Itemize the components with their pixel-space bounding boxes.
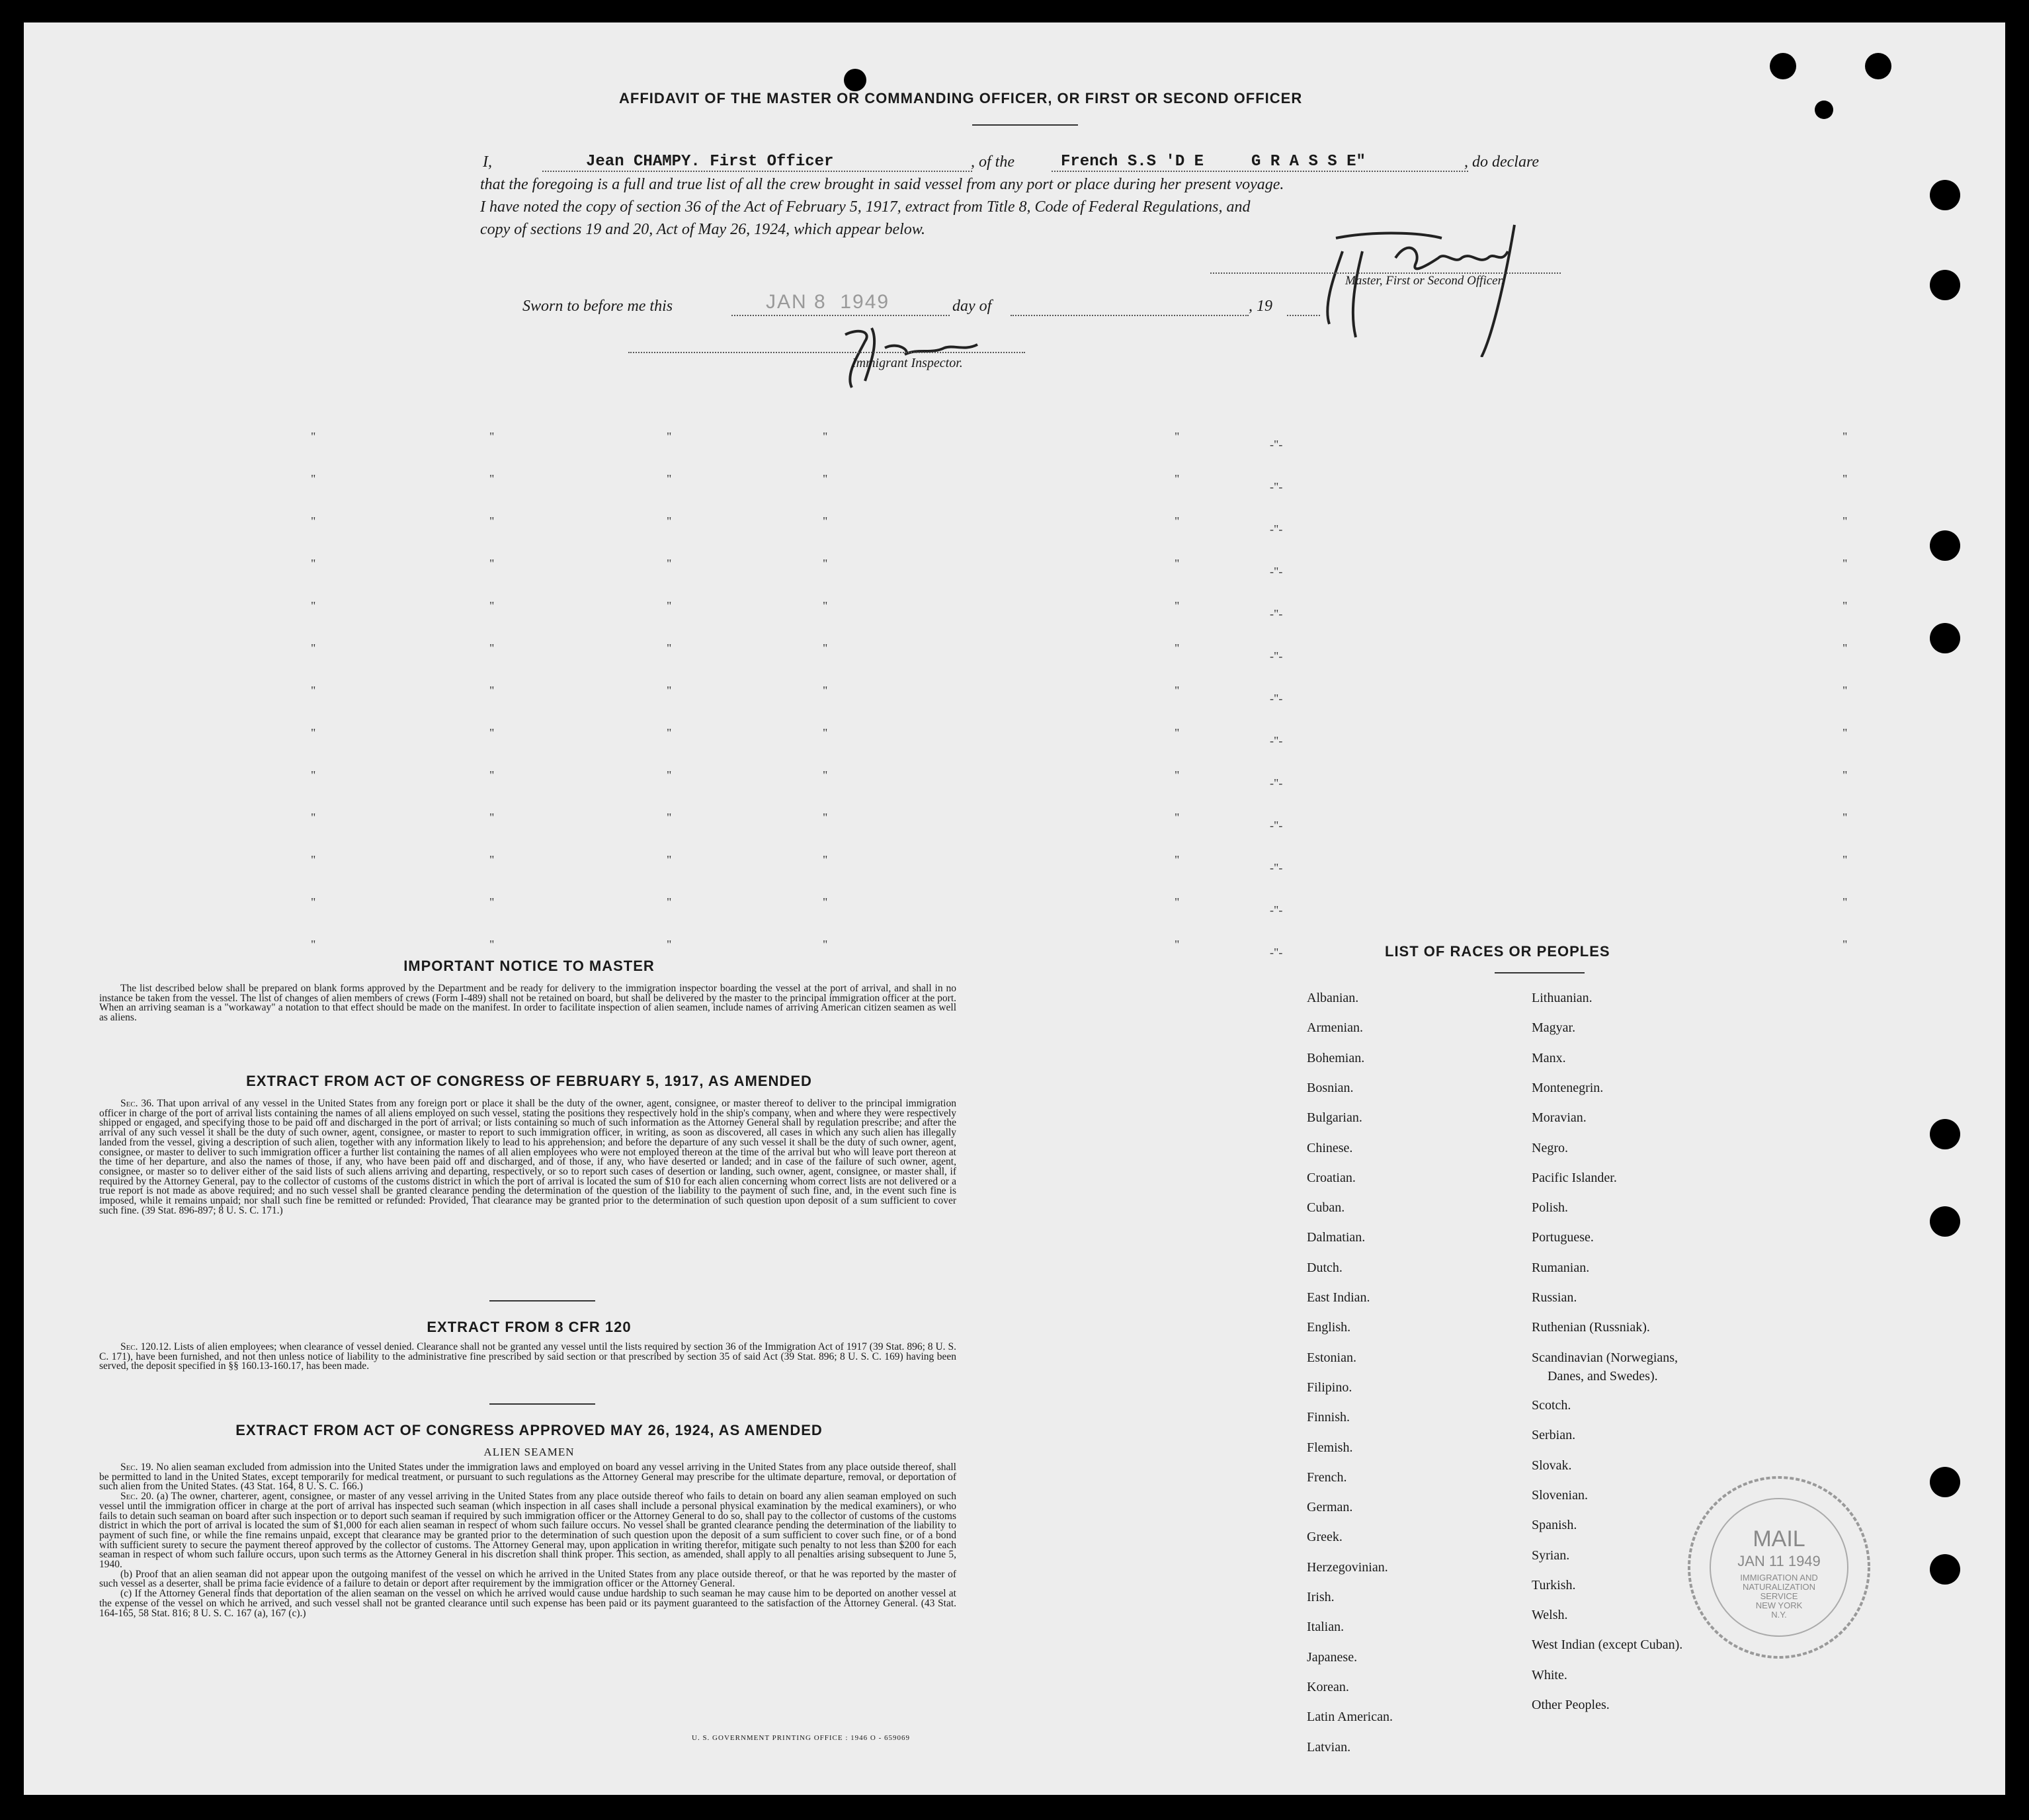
ditto-mark: " bbox=[311, 811, 316, 824]
race-item: Herzegovinian. bbox=[1307, 1559, 1388, 1575]
ditto-mark: " bbox=[311, 768, 316, 782]
ditto-mark: " bbox=[823, 599, 828, 612]
mail-received-stamp bbox=[1680, 1468, 1878, 1667]
ditto-mark: " bbox=[489, 895, 495, 909]
ditto-mark: " bbox=[1175, 557, 1180, 570]
ditto-dash-mark: -"- bbox=[1270, 692, 1283, 705]
race-item: Portuguese. bbox=[1532, 1230, 1594, 1245]
ditto-mark: " bbox=[1175, 684, 1180, 697]
ditto-mark: " bbox=[311, 938, 316, 951]
race-item: Scotch. bbox=[1532, 1398, 1571, 1413]
race-item: East Indian. bbox=[1307, 1290, 1370, 1305]
ditto-mark: " bbox=[1843, 895, 1848, 909]
punch-hole bbox=[1930, 270, 1960, 300]
extract-divider bbox=[489, 1403, 595, 1405]
ditto-mark: " bbox=[823, 895, 828, 909]
extract-1924-title: EXTRACT FROM ACT OF CONGRESS APPROVED MAY 26, 1924, AS AMENDED bbox=[235, 1422, 823, 1438]
ditto-mark: " bbox=[311, 557, 316, 570]
race-item: Bosnian. bbox=[1307, 1080, 1354, 1095]
ditto-mark: " bbox=[1843, 472, 1848, 485]
races-title: LIST OF RACES OR PEOPLES bbox=[1385, 943, 1610, 960]
ditto-dash-mark: -"- bbox=[1270, 819, 1283, 832]
punch-hole bbox=[1930, 1206, 1960, 1237]
of-the-label: , of the bbox=[971, 153, 1014, 171]
ditto-mark: " bbox=[823, 430, 828, 443]
declaration-line-4: copy of sections 19 and 20, Act of May 26, 1924, which appear below. bbox=[480, 221, 926, 238]
punch-hole bbox=[1930, 530, 1960, 561]
race-item: English. bbox=[1307, 1320, 1351, 1335]
race-item: Slovak. bbox=[1532, 1458, 1572, 1473]
ditto-mark: " bbox=[1843, 684, 1848, 697]
punch-hole bbox=[1930, 1554, 1960, 1585]
stamp-line-5: SERVICE bbox=[1760, 1591, 1798, 1601]
ditto-mark: " bbox=[489, 472, 495, 485]
race-item: Turkish. bbox=[1532, 1577, 1576, 1592]
ditto-dash-mark: -"- bbox=[1270, 480, 1283, 493]
race-item: Magyar. bbox=[1532, 1020, 1576, 1036]
extract-divider bbox=[489, 1300, 595, 1302]
vessel-line bbox=[1052, 171, 1468, 172]
ditto-mark: " bbox=[311, 895, 316, 909]
inspector-signature bbox=[832, 315, 991, 394]
ditto-mark: " bbox=[489, 515, 495, 528]
title-divider bbox=[972, 124, 1078, 126]
race-item: Flemish. bbox=[1307, 1440, 1353, 1455]
ditto-mark: " bbox=[1843, 938, 1848, 951]
ditto-mark: " bbox=[1175, 768, 1180, 782]
ditto-mark: " bbox=[1175, 641, 1180, 655]
ditto-mark: " bbox=[1843, 641, 1848, 655]
ditto-mark: " bbox=[1843, 515, 1848, 528]
extract-cfr-title: EXTRACT FROM 8 CFR 120 bbox=[427, 1319, 632, 1335]
race-item: Irish. bbox=[1307, 1590, 1335, 1604]
ditto-mark: " bbox=[1175, 599, 1180, 612]
ditto-dash-mark: -"- bbox=[1270, 438, 1283, 451]
alien-seamen-subtitle: ALIEN SEAMEN bbox=[483, 1446, 575, 1458]
sec20b-text: (b) Proof that an alien seaman did not appear upon the outgoing manifest of the vessel on which he arrived in the United States from any place outside thereof, or that he was reported by the master of such vessel as a deserter, shall be prima facie evidence of a failure to detain or deport after requirement by the immigration officer or the Attorney General. bbox=[99, 1568, 956, 1590]
ditto-mark: " bbox=[823, 726, 828, 739]
ditto-mark: " bbox=[667, 430, 672, 443]
punch-hole bbox=[1930, 1467, 1960, 1497]
sec19-label: Sec. 19. bbox=[120, 1462, 154, 1473]
ditto-dash-mark: -"- bbox=[1270, 565, 1283, 578]
do-declare-label: , do declare bbox=[1464, 153, 1540, 171]
punch-hole bbox=[1930, 1119, 1960, 1149]
race-item: Manx. bbox=[1532, 1050, 1566, 1065]
ditto-mark: " bbox=[311, 515, 316, 528]
ditto-mark: " bbox=[667, 895, 672, 909]
ditto-dash-mark: -"- bbox=[1270, 522, 1283, 536]
punch-hole bbox=[1815, 101, 1833, 119]
ditto-mark: " bbox=[823, 938, 828, 951]
race-item: German. bbox=[1307, 1500, 1353, 1515]
ditto-mark: " bbox=[667, 515, 672, 528]
race-item: Bulgarian. bbox=[1307, 1110, 1362, 1126]
sec120-label: Sec. 120.12. bbox=[120, 1341, 171, 1352]
ditto-mark: " bbox=[667, 726, 672, 739]
race-item: Croatian. bbox=[1307, 1170, 1356, 1185]
race-item: Latin American. bbox=[1307, 1710, 1393, 1725]
ditto-mark: " bbox=[667, 684, 672, 697]
ditto-dash-mark: -"- bbox=[1270, 734, 1283, 747]
stamp-line-1: MAIL bbox=[1753, 1526, 1805, 1551]
sec20-label: Sec. 20. bbox=[120, 1491, 154, 1503]
extract-1917-body bbox=[99, 1099, 956, 1216]
ditto-dash-mark: -"- bbox=[1270, 607, 1283, 620]
race-item: Dutch. bbox=[1307, 1260, 1343, 1275]
ditto-mark: " bbox=[1175, 811, 1180, 824]
race-item: Spanish. bbox=[1532, 1518, 1577, 1533]
sec36-label: Sec. 36. bbox=[120, 1098, 154, 1109]
ditto-mark: " bbox=[489, 811, 495, 824]
sworn-date-stamp: JAN 8 1949 bbox=[766, 291, 890, 313]
race-item: Japanese. bbox=[1307, 1649, 1358, 1665]
vessel-name: French S.S 'D E G R A S S E" bbox=[1061, 153, 1366, 171]
race-item: Montenegrin. bbox=[1532, 1080, 1604, 1095]
punch-hole bbox=[1930, 623, 1960, 653]
ditto-mark: " bbox=[489, 599, 495, 612]
race-item: Slovenian. bbox=[1532, 1487, 1588, 1503]
extract-1924-body bbox=[99, 1463, 956, 1618]
ditto-mark: " bbox=[823, 515, 828, 528]
ditto-dash-mark: -"- bbox=[1270, 903, 1283, 917]
ditto-mark: " bbox=[1175, 938, 1180, 951]
ditto-dash-mark: -"- bbox=[1270, 776, 1283, 790]
ditto-mark: " bbox=[311, 430, 316, 443]
ditto-mark: " bbox=[667, 938, 672, 951]
month-line bbox=[1011, 315, 1249, 316]
ditto-mark: " bbox=[1843, 811, 1848, 824]
race-item: Cuban. bbox=[1307, 1200, 1345, 1216]
gpo-imprint: U. S. GOVERNMENT PRINTING OFFICE : 1946 O - 659069 bbox=[692, 1734, 911, 1742]
sworn-label: Sworn to before me this bbox=[522, 298, 673, 315]
ditto-mark: " bbox=[823, 641, 828, 655]
punch-hole bbox=[1930, 180, 1960, 210]
stamp-line-2: JAN 11 1949 bbox=[1737, 1553, 1821, 1569]
punch-hole bbox=[1770, 53, 1796, 79]
i-label: I, bbox=[483, 153, 492, 171]
ditto-mark: " bbox=[1843, 768, 1848, 782]
extract-cfr-body bbox=[99, 1343, 956, 1372]
notice-paragraph: The list described below shall be prepared on blank forms approved by the Department and be ready for delivery to the immigration inspector boarding the vessel at the port of arrival, and shall in no instance be taken from the vessel. The list of changes of alien members of crews (Form I-489) shall not be retained on board, but shall be delivered by the master to the principal immigration officer at the port. When an arriving seaman is a "workaway" a notation to that effect should be made on the manifest. In order to facilitate inspection of alien seamen, include names of arriving American citizen seamen as well as aliens. bbox=[99, 983, 956, 1024]
race-item: Russian. bbox=[1532, 1290, 1577, 1305]
ditto-mark: " bbox=[1175, 472, 1180, 485]
races-divider bbox=[1495, 972, 1585, 973]
ditto-mark: " bbox=[1843, 726, 1848, 739]
ditto-mark: " bbox=[311, 853, 316, 866]
race-item: Dalmatian. bbox=[1307, 1230, 1366, 1245]
affidavit-title: AFFIDAVIT OF THE MASTER OR COMMANDING OFFICER, OR FIRST OR SECOND OFFICER bbox=[619, 90, 1303, 106]
race-item: Negro. bbox=[1532, 1140, 1568, 1155]
race-item: Greek. bbox=[1307, 1530, 1343, 1545]
sec36-text: That upon arrival of any vessel in the United States from any foreign port or place it shall be the duty of the owner, agent, consignee, or master thereof to deliver to the principal immigration officer in charge of the port of arrival lists containing the names of all aliens employed on such vessel, stating the positions they respectively hold in the ship's company, when and where they were respectively shipped or engaged, and specifying those to be paid off and discharged in the port of arrival; or lists containing so much of such information as the Attorney General shall by regulation prescribe; and after the arrival of any such vessel it shall be the duty of such owner, agent, consignee, or master to report to such immigration officer, in writing, as soon as discovered, all cases in which any such alien has illegally landed from the vessel, giving a description of such alien, together with any information likely to lead to his apprehension; and before the departure of any such vessel it shall be the duty of such owner, agent, consignee, or master to deliver to such immigration officer a further list containing the names of all alien employees who were not employed thereon at the time of the arrival but who will leave port thereon at the time of her departure, and also the names of those, if any, who have been paid off and discharged, and of those, if any, who have deserted or landed; and in case of the failure of such owner, agent, consignee, or master so to deliver either of the said lists of such aliens arriving and departing, respectively, or so to report such cases of desertion or landing, such owner, agent, consignee, or master shall, if required by the Attorney General, pay to the collector of customs of the customs district in which the port of arrival is located the sum of $10 for each alien concerning whom correct lists are not delivered or a true report is not made as above required; and no such vessel shall be granted clearance pending the determination of the question of the liability to the payment of such fine, and, in the event such fine is imposed, while it remains unpaid; nor shall such fine be remitted or refunded: Provided, That clearance may be granted prior to the determination of such question upon deposit of a sum sufficient to cover such fine. (39 Stat. 896-897; 8 U. S. C. 171.) bbox=[99, 1098, 956, 1216]
extract-1917-title: EXTRACT FROM ACT OF CONGRESS OF FEBRUARY 5, 1917, AS AMENDED bbox=[246, 1073, 812, 1089]
race-item: Pacific Islander. bbox=[1532, 1170, 1617, 1185]
race-item: French. bbox=[1307, 1469, 1347, 1485]
punch-hole bbox=[1865, 53, 1891, 79]
ditto-mark: " bbox=[489, 430, 495, 443]
ditto-mark: " bbox=[489, 641, 495, 655]
race-item: White. bbox=[1532, 1667, 1567, 1682]
race-item: Albanian. bbox=[1307, 991, 1359, 1005]
ditto-mark: " bbox=[823, 684, 828, 697]
race-item: Filipino. bbox=[1307, 1380, 1352, 1395]
ditto-mark: " bbox=[823, 557, 828, 570]
ditto-mark: " bbox=[489, 726, 495, 739]
ditto-dash-mark: -"- bbox=[1270, 946, 1283, 959]
ditto-mark: " bbox=[311, 726, 316, 739]
inspector-caption: Immigrant Inspector. bbox=[852, 356, 963, 370]
race-item: Estonian. bbox=[1307, 1350, 1356, 1365]
notice-title: IMPORTANT NOTICE TO MASTER bbox=[403, 958, 655, 974]
sec19-text: No alien seaman excluded from admission into the United States under the immigration laws and employed on board any vessel arriving in the United States from any place outside thereof, shall be permitted to land in the United States, except temporarily for medical treatment, or pursuant to such regulations as the Attorney General may prescribe for the ultimate departure, removal, or deportation of such alien from the United States. (43 Stat. 164, 8 U. S. C. 166.) bbox=[99, 1462, 956, 1493]
race-item: Syrian. bbox=[1532, 1548, 1570, 1563]
ditto-mark: " bbox=[489, 853, 495, 866]
ditto-mark: " bbox=[667, 641, 672, 655]
ditto-mark: " bbox=[489, 938, 495, 951]
ditto-mark: " bbox=[1843, 430, 1848, 443]
race-item: Scandinavian (Norwegians, bbox=[1532, 1350, 1678, 1365]
stamp-line-6: NEW YORK bbox=[1755, 1600, 1803, 1610]
sec20c-text: (c) If the Attorney General finds that deportation of the alien seaman on the vessel on which he arrived would cause undue hardship to such seaman he may cause him to be deported on another vessel at the expense of the vessel on which he arrived, and such vessel shall not be granted clearance until such expense has been paid or its payment guaranteed to the satisfaction of the Attorney General. (43 Stat. 164-165, 58 Stat. 816; 8 U. S. C. 167 (a), 167 (c).) bbox=[99, 1588, 956, 1619]
ditto-dash-mark: -"- bbox=[1270, 649, 1283, 663]
ditto-mark: " bbox=[1175, 726, 1180, 739]
ditto-mark: " bbox=[311, 641, 316, 655]
ditto-mark: " bbox=[823, 472, 828, 485]
ditto-mark: " bbox=[311, 684, 316, 697]
inspector-line bbox=[628, 352, 1025, 353]
ditto-mark: " bbox=[311, 472, 316, 485]
year-label: , 19 bbox=[1249, 298, 1272, 315]
ditto-mark: " bbox=[667, 768, 672, 782]
officer-name: Jean CHAMPY. First Officer bbox=[586, 153, 834, 171]
stamp-line-4: NATURALIZATION bbox=[1742, 1582, 1816, 1592]
declaration-line-2: that the foregoing is a full and true list of all the crew brought in said vessel from any port or place during her present voyage. bbox=[480, 176, 1284, 193]
ditto-mark: " bbox=[1175, 430, 1180, 443]
ditto-mark: " bbox=[311, 599, 316, 612]
race-item: Danes, and Swedes). bbox=[1548, 1368, 1658, 1384]
ditto-mark: " bbox=[667, 472, 672, 485]
ditto-mark: " bbox=[1843, 853, 1848, 866]
ditto-mark: " bbox=[489, 768, 495, 782]
name-line bbox=[542, 171, 972, 172]
race-item: Other Peoples. bbox=[1532, 1698, 1610, 1713]
ditto-mark: " bbox=[667, 811, 672, 824]
ditto-mark: " bbox=[1175, 853, 1180, 866]
ditto-mark: " bbox=[823, 811, 828, 824]
ditto-mark: " bbox=[1843, 599, 1848, 612]
race-item: Moravian. bbox=[1532, 1110, 1587, 1126]
ditto-mark: " bbox=[489, 684, 495, 697]
race-item: Polish. bbox=[1532, 1200, 1569, 1216]
punch-hole bbox=[844, 69, 866, 91]
ditto-mark: " bbox=[489, 557, 495, 570]
race-item: Bohemian. bbox=[1307, 1050, 1365, 1065]
race-item: Serbian. bbox=[1532, 1428, 1576, 1443]
ditto-mark: " bbox=[1175, 895, 1180, 909]
ditto-mark: " bbox=[1175, 515, 1180, 528]
ditto-mark: " bbox=[1843, 557, 1848, 570]
race-item: Armenian. bbox=[1307, 1020, 1363, 1036]
ditto-mark: " bbox=[667, 853, 672, 866]
ditto-mark: " bbox=[667, 599, 672, 612]
year-line bbox=[1287, 315, 1320, 316]
race-item: Lithuanian. bbox=[1532, 991, 1593, 1005]
stamp-line-3: IMMIGRATION AND bbox=[1740, 1573, 1818, 1583]
sec120-text: Lists of alien employees; when clearance of vessel denied. Clearance shall not be granted any vessel until the lists required by section 36 of the Immigration Act of 1917 (39 Stat. 896; 8 U. S. C. 171), have been furnished, and not then unless notice of liability to the administrative fine prescribed by said section or that prescribed by section 35 of said Act (39 Stat. 896; 8 U. S. C. 169) having been served, the deposit specified in §§ 160.13-160.17, has been made. bbox=[99, 1341, 956, 1372]
race-item: Welsh. bbox=[1532, 1608, 1568, 1623]
race-item: Italian. bbox=[1307, 1620, 1345, 1635]
race-item: Korean. bbox=[1307, 1679, 1349, 1694]
stamp-line-7: N.Y. bbox=[1771, 1610, 1787, 1620]
sec20a-text: (a) The owner, charterer, agent, consignee, or master of any vessel arriving in the United States from any place outside thereof who fails to detain on board any alien seaman employed on such vessel until the immigration officer in charge at the port of arrival has inspected such seaman (which inspection in all cases shall include a personal physical examination by the medical examiners), or who fails to detain such seaman on board after such inspection or to deport such seaman if required by such immigration officer or the Attorney General to do so, shall pay to the collector of customs of the customs district in which the port of arrival is located the sum of $1,000 for each alien seaman in respect of whom such failure occurs. No vessel shall be granted clearance pending the determination of the liability to payment of such fine, or while the fine remains unpaid, except that clearance may be granted prior to the determination of such question upon the deposit of a sum sufficient to cover such fine, or of a bond with sufficient surety to secure the payment thereof approved by the collector of customs. The Attorney General may, upon application in writing therefor, mitigate such penalty to not less than $200 for each seaman in respect of whom such failure occurs, upon such terms as the Attorney General in his discretion shall think proper. This section, as amended, shall apply to all penalties arising subsequent to June 5, 1940. bbox=[99, 1491, 957, 1571]
signature-caption: Master, First or Second Officer. bbox=[1345, 274, 1505, 288]
ditto-dash-mark: -"- bbox=[1270, 861, 1283, 874]
race-item: Chinese. bbox=[1307, 1140, 1353, 1155]
day-of-label: day of bbox=[952, 298, 992, 315]
ditto-mark: " bbox=[823, 853, 828, 866]
ditto-mark: " bbox=[667, 557, 672, 570]
ditto-mark: " bbox=[823, 768, 828, 782]
race-item: Ruthenian (Russniak). bbox=[1532, 1320, 1650, 1335]
race-item: Finnish. bbox=[1307, 1410, 1350, 1425]
race-item: Rumanian. bbox=[1532, 1260, 1590, 1275]
race-item: West Indian (except Cuban). bbox=[1532, 1637, 1683, 1653]
notice-body bbox=[99, 984, 956, 1023]
race-item: Latvian. bbox=[1307, 1739, 1351, 1755]
declaration-line-3: I have noted the copy of section 36 of the Act of February 5, 1917, extract from Title 8, Code of Federal Regulations, and bbox=[480, 198, 1251, 216]
